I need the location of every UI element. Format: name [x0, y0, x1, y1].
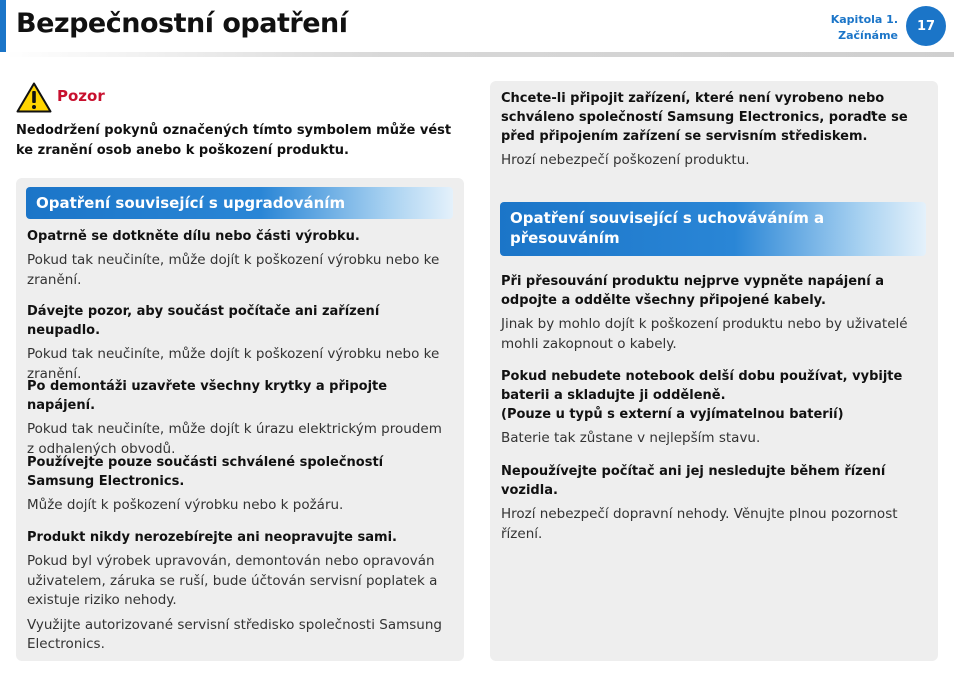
list-item: Produkt nikdy nerozebírejte ani neopravujte sami. Pokud byl výrobek upravován, demontován nebo opravován uživatelem, záruka se ruší, bude účtován servisní poplatek a existuje riziko nehody. Využijte autorizované servisní středisko společnosti Samsung Electronics. — [27, 530, 442, 652]
list-item: Používejte pouze součásti schválené společností Samsung Electronics. Může dojít k poškození výrobku nebo k požáru. — [27, 455, 384, 513]
list-item: Chcete-li připojit zařízení, které není vyrobeno nebo schváleno společností Samsung Electronics, poraďte se před připojením zařízení se servisním střediskem. Hrozí nebezpečí poškození produktu. — [501, 91, 908, 168]
list-item: Opatrně se dotkněte dílu nebo části výrobku. Pokud tak neučiníte, může dojít k poškození výrobku nebo ke zranění. — [27, 229, 440, 288]
header-accent-bar — [0, 0, 6, 52]
list-item: Po demontáži uzavřete všechny krytky a připojte napájení. Pokud tak neučiníte, může dojít k úrazu elektrickým proudem z odhalených obvodů. — [27, 379, 442, 457]
list-item: Pokud nebudete notebook delší dobu používat, vybijte baterii a skladujte ji odděleně. (Pouze u typů s externí a vyjímatelnou baterií) Baterie tak zůstane v nejlepším stavu. — [501, 369, 903, 446]
chapter-link[interactable] — [831, 12, 898, 44]
chapter-number: Kapitola 1. — [830, 13, 898, 26]
list-item: Při přesouvání produktu nejprve vypněte napájení a odpojte a oddělte všechny připojené kabely. Jinak by mohlo dojít k poškození produktu nebo by uživatelé mohli zakopnout o kabely. — [501, 274, 908, 352]
chapter-name: Začínáme — [838, 29, 898, 42]
warning-triangle-icon — [16, 82, 52, 113]
page-title: Bezpečnostní opatření — [16, 8, 348, 39]
list-item: Nepoužívejte počítač ani jej nesledujte během řízení vozidla. Hrozí nebezpečí dopravní nehody. Věnujte plnou pozornost řízení. — [501, 464, 898, 542]
warning-text: Nedodržení pokynů označených tímto symbolem může vést ke zranění osob anebo k poškození produktu. — [16, 123, 452, 158]
storage-heading: Opatření související s uchováváním a přesouváním — [500, 202, 926, 256]
header-divider — [6, 52, 954, 57]
page-number-badge: 17 — [906, 6, 946, 46]
warning-title: Pozor — [57, 87, 105, 105]
list-item: Dávejte pozor, aby součást počítače ani zařízení neupadlo. Pokud tak neučiníte, může dojít k poškození výrobku nebo ke zranění. — [27, 304, 440, 382]
upgrade-heading: Opatření související s upgradováním — [26, 187, 453, 219]
